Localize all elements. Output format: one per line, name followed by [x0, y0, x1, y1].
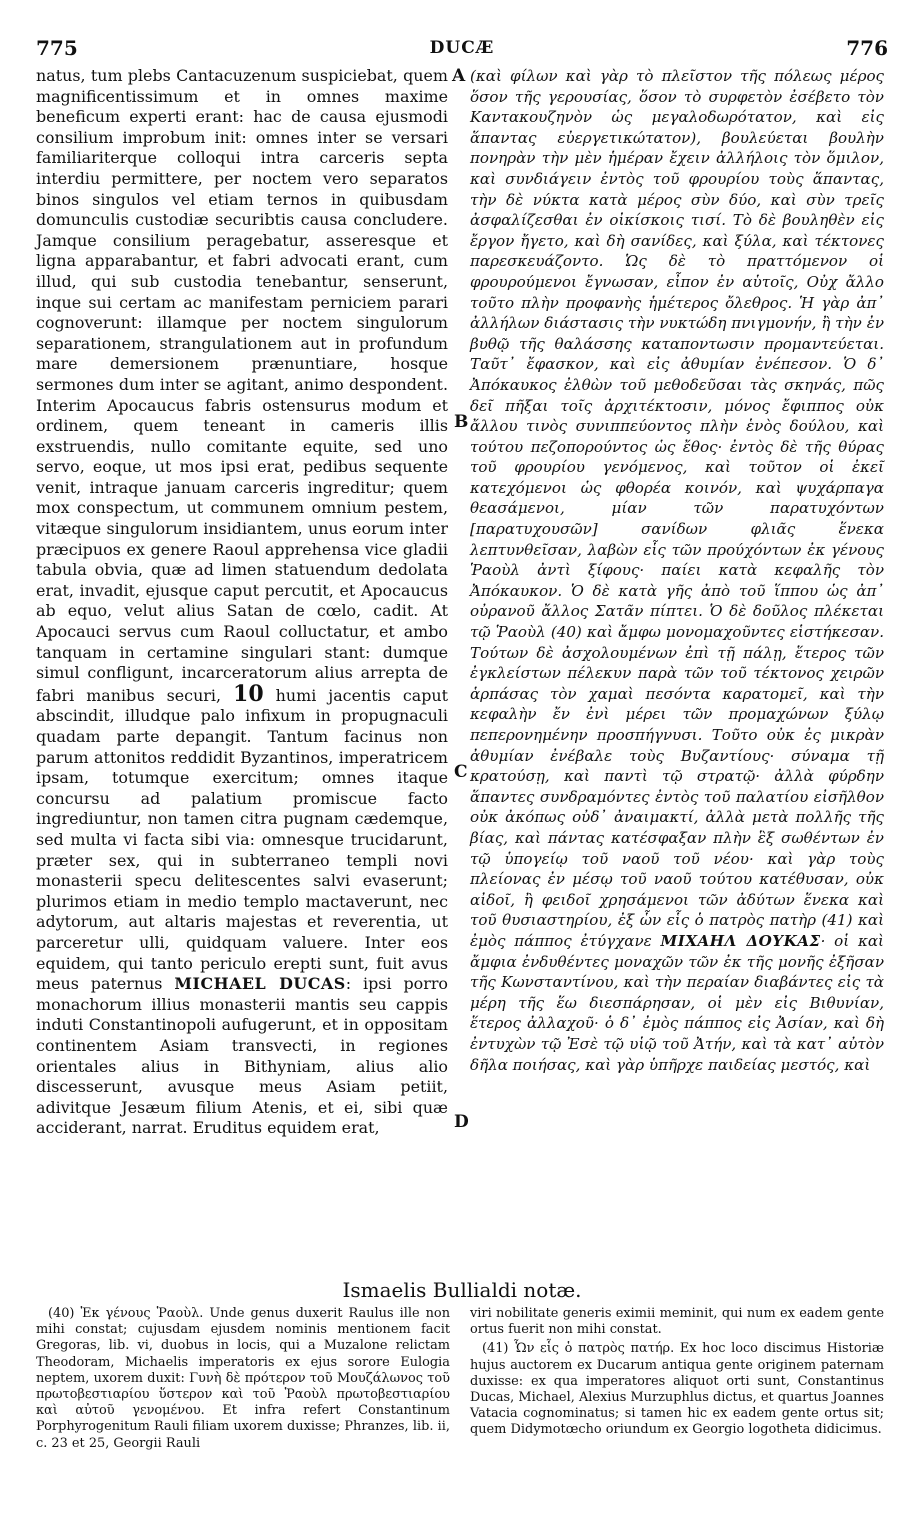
page-number-right: 776 — [846, 36, 888, 60]
running-title: DUCÆ — [429, 38, 495, 58]
notes-left-column — [36, 1306, 450, 1455]
latin-paragraph-1: natus, tum plebs Cantacuzenum suspiciebat, quem magnificentissimum et in omnes maxime beneficum experti erant: hac de causa ejusmodi consilium improbum init: omnes inter se versari familiariterque colloqui intra carceris septa interdiu permittere, per noctem vero separatos binos singulos vel etiam ternos in quibusdam domunculis custodiæ securibtis causa concludere. Jamque consilium peragebatur, asseresque et ligna apparabantur, et fabri advocati erant, cum illud, qui sub custodia tenebantur, senserunt, inque sui certam ac manifestam perniciem parari cognoverunt: illamque per noctem singulorum separationem, strangulationem aut in profundum mare demersionem prænuntiare, hosque sermones dum inter se agitant, animo despondent. Interim Apocaucus fabris ostensurus modum et ordinem, quem teneant in cameris illis exstruendis, nullo comitante equite, sed uno servo, eoque, ut mos ipsi erat, pedibus sequente venit, intraque januam carceris ingreditur; quem mox conspectum, ut communem omnium pestem, vitæque singulorum insidiantem, unus eorum inter præcipuos ex genere Raoul apprehensa vice gladii tabula obvia, quæ ad limen statuendum dedolata erat, invadit, ejusque caput percutit, et Apocaucus ab equo, velut alius Satan de cœlo, cadit. At Apocauci servus cum Raoul colluctatur, et ambo tanquam in certamine singulari stant: dumque simul confligunt, incarceratorum alius arrepta de fabri manibus securi, — [36, 66, 448, 705]
notes-right-column — [470, 1306, 884, 1442]
latin-column — [36, 66, 448, 1139]
running-header — [36, 36, 888, 64]
greek-name: ΜΙΧΑΗΛ ΔΟΥΚΑΣ — [660, 931, 821, 950]
margin-marker-c: C — [454, 762, 468, 782]
greek-text — [470, 66, 884, 1075]
note-40: (40) Ἐκ γένους Ῥαοὺλ. Unde genus duxerit Raulus ille non mihi constat; cujusdam ejusdem nominis mentionem facit Gregoras, lib. vi, duobus in locis, qui a Muzalone relictam Theodoram, Michaelis imperatoris ex ejus sorore Eulogia neptem, uxorem duxit: Γυνὴ δὲ πρότερον τοῦ Μουζάλωνος τοῦ πρωτοβεστιαρίου ὕστερον καὶ τοῦ Ῥαοὺλ πρωτοβεστιαρίου καὶ αὐτοῦ γενομένου. Et infra refert Constantinum Porphyrogenitum Rauli filiam uxorem duxisse; Phranzes, lib. ii, c. 23 et 25, Georgii Rauli — [36, 1306, 450, 1451]
section-number: 10 — [233, 680, 264, 707]
margin-marker-a: A — [452, 66, 466, 86]
margin-marker-d: D — [454, 1112, 469, 1132]
greek-paragraph-1: (καὶ φίλων καὶ γὰρ τὸ πλεῖστον τῆς πόλεως μέρος ὅσον τῆς γερουσίας, ὅσον τὸ συρφετὸν ἐσέβετο τὸν Καντακουζηνὸν ὡς μεγαλοδωρότατον, καὶ εἰς ἅπαντας εὐεργετικώτατον), βουλεύεται βουλὴν πονηρὰν τὴν μὲν ἡμέραν ἔχειν ἀλλήλοις τὸν ὅμιλον, καὶ συνδιάγειν ἐντὸς τοῦ φρουρίου τοὺς ἅπαντας, τὴν δὲ νύκτα κατὰ μέρος σὺν δύο, καὶ σὺν τρεῖς ἀσφαλίζεσθαι ἐν οἰκίσκοις τισί. Τὸ δὲ βουληθὲν εἰς ἔργον ἤγετο, καὶ δὴ σανίδες, καὶ ξύλα, καὶ τέκτονες παρεσκευάζοντο. Ὡς δὲ τὸ πραττόμενον οἱ φρουρούμενοι ἔγνωσαν, εἶπον ἐν αὑτοῖς, Οὐχ ἄλλο τοῦτο πλὴν προφανὴς ἡμέτερος ὄλεθρος. Ἡ γὰρ ἀπ᾽ ἀλλήλων διάστασις τὴν νυκτώδη πνιγμονήν, ἢ τὴν ἐν βυθῷ τῆς θαλάσσης καταποντωσιν προμαντεύεται. Ταῦτ᾽ ἔφασκον, καὶ εἰς ἀθυμίαν ἐνέπεσον. Ὁ δ᾽ Ἀπόκαυκος ἐλθὼν τοῦ μεθοδεῦσαι τὰς σκηνάς, πῶς δεῖ πῆξαι τοῖς ἀρχιτέκτοσιν, μόνος ἔφιππος οὐκ ἄλλου τινὸς συνιππεύοντος πλὴν ἑνὸς δούλου, καὶ τούτου πεζοπορούντος ὡς ἔθος· ἐντὸς δὲ τῆς θύρας τοῦ φρουρίου γενόμενος, καὶ τοῦτον οἱ ἐκεῖ κατεχόμενοι ὡς φθορέα κοινόν, καὶ ψυχάρπαγα θεασάμενοι, μίαν τῶν παρατυχόντων [παρατυχουσῶν] σανίδων φλιᾶς ἕνεκα λεπτυνθεῖσαν, λαβὼν εἷς τῶν προύχόντων ἐκ γένους Ῥαοὺλ ἀντὶ ξίφους· παίει κατὰ κεφαλῆς τὸν Ἀπόκαυκον. Ὁ δὲ κατὰ γῆς ἀπὸ τοῦ ἵππου ὡς ἀπ᾽ οὐρανοῦ ἄλλος Σατᾶν πίπτει. Ὁ δὲ δοῦλος πλέκεται τῷ Ῥαοὺλ (40) καὶ ἄμφω μονομαχοῦντες εἱστήκεσαν. Τούτων δὲ ἀσχολουμένων ἐπὶ τῇ πάλῃ, ἕτερος τῶν ἐγκλείστων πέλεκυν παρὰ τῶν τοῦ τέκτονος χειρῶν ἁρπάσας τὸν χαμαὶ πεσόντα καρατομεῖ, καὶ τὴν κεφαλὴν ἔν ἐνὶ μέρει τῶν προμαχώνων ξύλῳ πεπερονημένην προσπήγνυσι. Τοῦτο οὐκ ἐς μικρὰν ἀθυμίαν ἐνέβαλε τοὺς Βυζαντίους· σύναμα τῇ κρατούσῃ, καὶ παντὶ τῷ στρατῷ· ἀλλὰ φύρδην ἅπαντες συνδραμόντες ἐντὸς τοῦ παλατίου εἰσῆλθον οὐκ ἀκόπως οὐδ᾽ ἀναιμακτί, ἀλλὰ μετὰ πολλῆς τῆς βίας, καὶ πάντας κατέσφαξαν πλὴν ἓξ σωθέντων ἐν τῷ ὑπογείῳ τοῦ ναοῦ τοῦ νέου· καὶ γὰρ τοὺς πλείονας ἐν μέσῳ τοῦ ναοῦ τούτου κατέθυσαν, οὐκ αἰδοῖ, ἢ φειδοῖ χρησάμενοι τῶν ἀδύτων ἕνεκα καὶ τοῦ θυσιαστηρίου, ἐξ ὧν εἷς ὁ πατρὸς πατὴρ (41) καὶ ἐμὸς πάππος ἐτύγχανε — [470, 67, 884, 950]
margin-marker-b: B — [454, 412, 469, 432]
note-41: (41) Ὧν εἷς ὁ πατρὸς πατήρ. Ex hoc loco discimus Historiæ hujus auctorem ex Ducarum antiqua gente originem paternam duxisse: ex qua imperatores aliquot orti sunt, Constantinus Ducas, Michael, Alexius Murzuphlus dictus, et quartus Joannes Vatacia cognominatus; si tamen hic ex eadem gente ortus sit; quem Didymotœcho oriundum ex Georgio logotheta didicimus. — [470, 1341, 884, 1438]
latin-name: MICHAEL DUCAS — [174, 974, 346, 994]
latin-text — [36, 66, 448, 1139]
latin-paragraph-3: : ipsi porro monachorum illius monasterii mantis seu cappis induti Constantinopoli aufugerunt, et in oppositam continentem Asiam transvecti, in regiones orientales alius in Bithyniam, alius alio discesserunt, avusque meus Asiam petiit, adivitque Jesæum filium Atenis, et ei, sibi quæ acciderant, narrat. Eruditus equidem erat, — [36, 974, 448, 1138]
page-number-left: 775 — [36, 36, 78, 60]
greek-column — [470, 66, 884, 1075]
greek-paragraph-2: · οἱ καὶ ἄμφια ἐνδυθέντες μοναχῶν τῶν ἐκ τῆς μονῆς ἐξῆσαν τῆς Κωνσταντίνου, καὶ τὴν περαίαν διαβάντες εἰς τὰ μέρη τῆς ἕω διεσπάρησαν, οἱ μὲν εἰς Βιθυνίαν, ἕτερος ἀλλαχοῦ· ὁ δ᾽ ἐμὸς πάππος εἰς Ἀσίαν, καὶ δὴ ἐντυχὼν τῷ Ἐσὲ τῷ υἱῷ τοῦ Ἀτήν, καὶ τὰ κατ᾽ αὐτὸν δῆλα ποιήσας, καὶ γὰρ ὑπῆρχε παιδείας μεστός, καὶ — [470, 931, 884, 1074]
note-40-continued: viri nobilitate generis eximii meminit, qui num ex eadem gente ortus fuerit non mihi constat. — [470, 1306, 884, 1338]
latin-paragraph-2: humi jacentis caput abscindit, illudque palo infixum in propugnaculi quadam parte depangit. Tantum facinus non parum attonitos reddidit Byzantinos, imperatricem ipsam, totumque exercitum; omnes itaque concursu ad palatium promiscue facto ingrediuntur, non tamen citra pugnam cædemque, sed multa vi facta sibi via: omnesque trucidarunt, præter sex, qui in subterraneo templi novi monasterii specu delitescentes salvi evaserunt; plurimos etiam in medio templo mactaverunt, nec adytorum, aut altaris majestas et reverentia, ut parceretur ulli, quidquam valuere. Inter eos equidem, qui tanto periculo erepti sunt, fuit avus meus paternus — [36, 685, 448, 994]
notes-heading: Ismaelis Bullialdi notæ. — [342, 1278, 582, 1302]
